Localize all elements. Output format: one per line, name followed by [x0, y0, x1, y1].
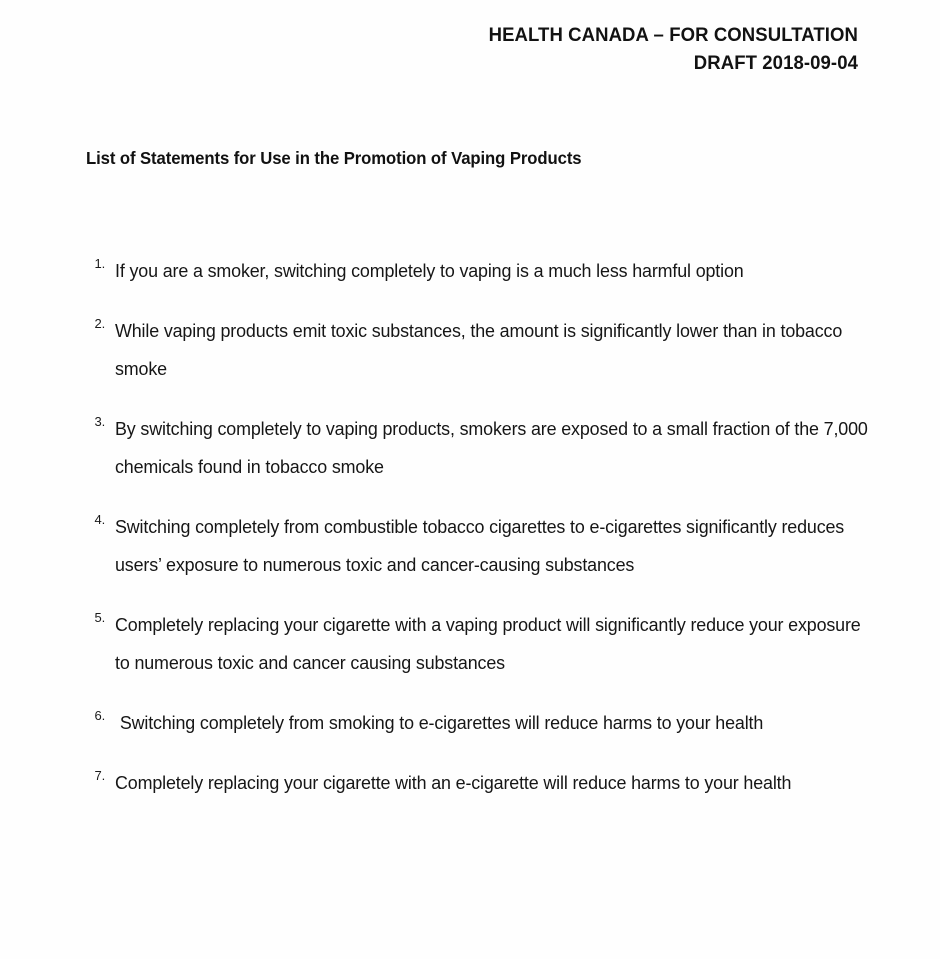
list-item: [86, 704, 876, 742]
list-item-text: Completely replacing your cigarette with an e-cigarette will reduce harms to your health: [115, 772, 792, 793]
list-item-number: 6.: [94, 708, 105, 723]
list-item-text: If you are a smoker, switching completely to vaping is a much less harmful option: [115, 260, 744, 281]
statement-list: [86, 252, 876, 824]
list-item-number: 3.: [94, 414, 105, 429]
list-item-number: 1.: [94, 256, 105, 271]
list-item-number: 7.: [94, 768, 105, 783]
list-item-number: 2.: [94, 316, 105, 331]
list-item-text: Switching completely from combustible tobacco cigarettes to e-cigarettes significantly reduces users’ exposure to numerous toxic and cancer-causing substances: [115, 516, 849, 575]
list-item-number: 4.: [94, 512, 105, 527]
document-header: [0, 22, 858, 77]
list-item-text: Completely replacing your cigarette with a vaping product will significantly reduce your exposure to numerous toxic and cancer causing substances: [115, 614, 866, 673]
list-item: [86, 508, 876, 584]
header-line-organization: HEALTH CANADA – FOR CONSULTATION: [488, 24, 858, 46]
list-item-number: 5.: [94, 610, 105, 625]
list-item: [86, 410, 876, 486]
list-item: [86, 252, 876, 290]
list-item: [86, 764, 876, 802]
list-item: [86, 312, 876, 388]
page-title: List of Statements for Use in the Promotion of Vaping Products: [86, 148, 582, 168]
list-item-text: Switching completely from smoking to e-cigarettes will reduce harms to your health: [115, 712, 764, 733]
header-line-draft-date: DRAFT 2018-09-04: [693, 51, 858, 74]
list-item-text: While vaping products emit toxic substances, the amount is significantly lower than in tobacco smoke: [115, 320, 847, 379]
list-item-text: By switching completely to vaping products, smokers are exposed to a small fraction of the 7,000 chemicals found in tobacco smoke: [115, 418, 873, 477]
list-item: [86, 606, 876, 682]
